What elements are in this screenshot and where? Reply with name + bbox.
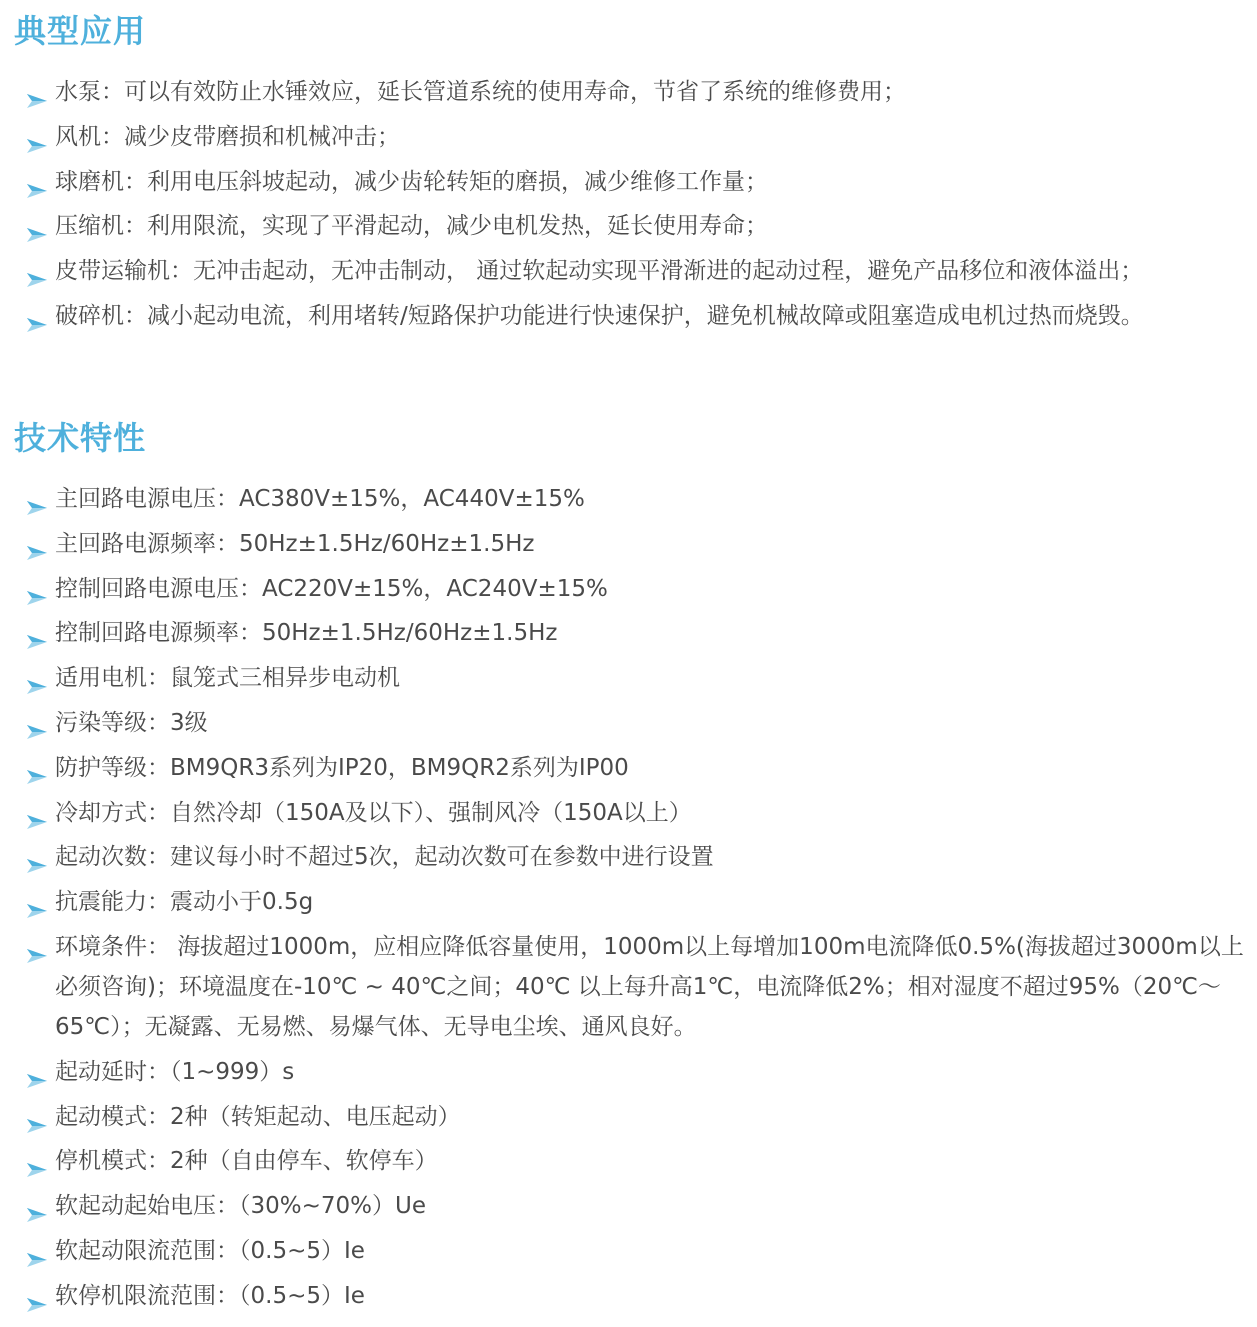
list-item-text: 软停机限流范围：（0.5~5）Ie [55, 1282, 365, 1309]
arrow-bullet-icon [26, 1197, 48, 1215]
list-item-text: 防护等级：BM9QR3系列为IP20，BM9QR2系列为IP00 [55, 754, 629, 781]
arrow-bullet-icon [26, 535, 48, 553]
list-item-text: 主回路电源电压：AC380V±15%，AC440V±15% [55, 486, 585, 512]
arrow-bullet-icon [26, 490, 48, 508]
list-item [0, 162, 1257, 202]
list-item-text: 压缩机：利用限流，实现了平滑起动，减少电机发热，延长使用寿命； [55, 213, 768, 240]
section-title-applications: 典型应用 [14, 12, 147, 50]
arrow-bullet-icon [26, 1242, 48, 1260]
list-item-text: 控制回路电源频率：50Hz±1.5Hz/60Hz±1.5Hz [55, 620, 558, 647]
arrow-bullet-icon [26, 128, 48, 146]
list-item-text: 控制回路电源电压：AC220V±15%，AC240V±15% [55, 575, 608, 602]
list-item [0, 1052, 1257, 1092]
arrow-bullet-icon [26, 938, 48, 956]
list-item-text: 主回路电源频率：50Hz±1.5Hz/60Hz±1.5Hz [55, 530, 535, 557]
list-item [0, 72, 1257, 112]
list-item [0, 882, 1257, 922]
list-item [0, 658, 1257, 698]
list-item [0, 927, 1257, 1047]
arrow-bullet-icon [26, 1108, 48, 1126]
list-item-text: 污染等级：3级 [55, 709, 208, 736]
tech-features-list [0, 479, 1257, 1321]
arrow-bullet-icon [26, 307, 48, 325]
list-item-text: 起动模式：2种（转矩起动、电压起动） [55, 1103, 461, 1130]
list-item [0, 1141, 1257, 1181]
list-item [0, 296, 1257, 336]
list-item [0, 524, 1257, 564]
arrow-bullet-icon [26, 1287, 48, 1305]
list-item-text: 环境条件： 海拔超过1000m，应相应降低容量使用，1000m以上每增加100m电流降低0.5%(海拔超过3000m以上必须咨询)；环境温度在-10℃ ~ 40℃之间；40℃ 以上每升高1℃，电流降低2%；相对湿度不超过95%（20℃～65℃）；无凝露、无易燃、易爆气体、无导电尘埃、通风良好。 [55, 933, 1244, 1040]
applications-list [0, 72, 1257, 341]
list-item [0, 117, 1257, 157]
section-title-tech: 技术特性 [14, 419, 147, 457]
list-item [0, 251, 1257, 291]
arrow-bullet-icon [26, 173, 48, 191]
list-item-text: 冷却方式：自然冷却（150A及以下）、强制风冷（150A以上） [55, 799, 692, 826]
list-item-text: 水泵：可以有效防止水锤效应，延长管道系统的使用寿命，节省了系统的维修费用； [55, 79, 906, 105]
arrow-bullet-icon [26, 262, 48, 280]
arrow-bullet-icon [26, 624, 48, 642]
list-item [0, 1186, 1257, 1226]
list-item-text: 起动次数：建议每小时不超过5次，起动次数可在参数中进行设置 [55, 844, 714, 871]
list-item [0, 1097, 1257, 1137]
list-item-text: 停机模式：2种（自由停车、软停车） [55, 1148, 438, 1175]
list-item-text: 软起动限流范围：（0.5~5）Ie [55, 1237, 365, 1264]
arrow-bullet-icon [26, 893, 48, 911]
list-item-text: 风机：减少皮带磨损和机械冲击； [55, 123, 400, 150]
list-item [0, 703, 1257, 743]
list-item [0, 1276, 1257, 1316]
list-item [0, 569, 1257, 609]
arrow-bullet-icon [26, 848, 48, 866]
list-item [0, 793, 1257, 833]
list-item-text: 破碎机：减小起动电流，利用堵转/短路保护功能进行快速保护，避免机械故障或阻塞造成电机过热而烧毁。 [55, 302, 1144, 329]
arrow-bullet-icon [26, 669, 48, 687]
list-item [0, 748, 1257, 788]
arrow-bullet-icon [26, 580, 48, 598]
list-item-text: 球磨机：利用电压斜坡起动，减少齿轮转矩的磨损，减少维修工作量； [55, 168, 768, 195]
list-item-text: 皮带运输机：无冲击起动，无冲击制动， 通过软起动实现平滑渐进的起动过程，避免产品移位和液体溢出； [55, 258, 1144, 285]
arrow-bullet-icon [26, 1152, 48, 1170]
list-item [0, 479, 1257, 519]
arrow-bullet-icon [26, 83, 48, 101]
list-item [0, 1231, 1257, 1271]
arrow-bullet-icon [26, 804, 48, 822]
arrow-bullet-icon [26, 714, 48, 732]
list-item [0, 613, 1257, 653]
list-item-text: 适用电机：鼠笼式三相异步电动机 [55, 665, 400, 692]
list-item-text: 抗震能力：震动小于0.5g [55, 889, 314, 916]
arrow-bullet-icon [26, 1063, 48, 1081]
list-item [0, 837, 1257, 877]
list-item [0, 206, 1257, 246]
arrow-bullet-icon [26, 217, 48, 235]
arrow-bullet-icon [26, 759, 48, 777]
list-item-text: 软起动起始电压：（30%~70%）Ue [55, 1193, 426, 1220]
list-item-text: 起动延时：（1~999）s [55, 1058, 295, 1085]
